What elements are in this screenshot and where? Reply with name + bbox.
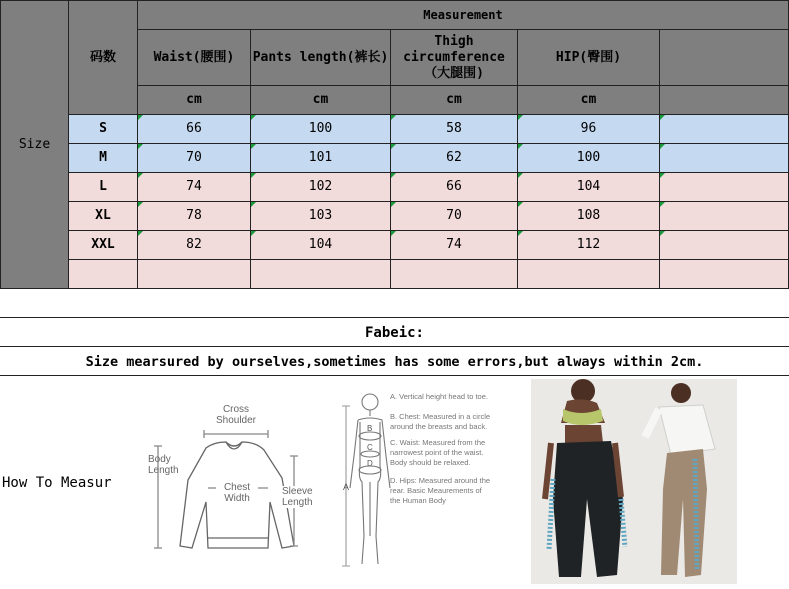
table-cell	[659, 114, 789, 144]
letter-d: D	[367, 459, 373, 468]
table-cell	[390, 259, 518, 289]
table-cell: 78	[137, 201, 251, 231]
note-c: C. Waist: Measured from the narrowest point of the waist. Body should be relaxed.	[390, 438, 486, 467]
table-cell: 102	[250, 172, 391, 202]
measurement-header: Measurement	[423, 8, 503, 22]
table-cell: 74	[137, 172, 251, 202]
how-to-measure-section	[0, 375, 789, 589]
table-cell: 58	[390, 114, 518, 144]
code-header: 码数	[89, 49, 116, 65]
table-cell	[659, 143, 789, 173]
body-measure-notes	[390, 392, 494, 506]
table-cell	[250, 259, 391, 289]
table-cell	[659, 230, 789, 260]
table-cell: 104	[517, 172, 660, 202]
table-cell	[659, 201, 789, 231]
column-header-empty	[659, 29, 789, 86]
table-cell	[659, 259, 789, 289]
table-cell: 108	[517, 201, 660, 231]
size-label: Size	[18, 136, 51, 152]
table-cell: 62	[390, 143, 518, 173]
size-table	[0, 0, 789, 289]
table-cell: 70	[390, 201, 518, 231]
table-cell: 66	[137, 114, 251, 144]
note-d: D. Hips: Measured around the rear. Basic Meaurements of the Human Body	[390, 476, 491, 505]
table-row-size	[68, 259, 138, 289]
table-cell: 112	[517, 230, 660, 260]
model-photo	[531, 379, 737, 584]
body-length-label: Body Length	[148, 454, 179, 476]
table-cell: 100	[250, 114, 391, 144]
unit-cell: cm	[517, 85, 660, 115]
table-cell: 101	[250, 143, 391, 173]
unit-cell: cm	[250, 85, 391, 115]
fabric-label: Fabeic:	[364, 324, 424, 341]
table-cell: 70	[137, 143, 251, 173]
note-b: B. Chest: Measured in a circle around the breasts and back.	[390, 412, 491, 431]
letter-b: B	[367, 424, 373, 433]
unit-cell: cm	[137, 85, 251, 115]
unit-cell: cm	[390, 85, 518, 115]
column-header-hip: HIP(臀围)	[517, 29, 660, 86]
cross-shoulder-label: Cross Shoulder	[215, 404, 257, 426]
table-row-size: XXL	[68, 230, 138, 260]
table-cell	[137, 259, 251, 289]
note-a: A. Vertical height head to toe.	[390, 392, 488, 401]
column-header-pants-length: Pants length(裤长)	[250, 29, 391, 86]
table-cell: 82	[137, 230, 251, 260]
model-photo-illustration	[531, 379, 737, 584]
table-cell: 74	[390, 230, 518, 260]
how-to-measure-label: How To Measur	[2, 475, 112, 491]
table-row-size: M	[68, 143, 138, 173]
table-cell: 66	[390, 172, 518, 202]
table-cell: 104	[250, 230, 391, 260]
body-measure-diagram	[334, 384, 494, 578]
table-row-size: XL	[68, 201, 138, 231]
fabric-row	[0, 317, 789, 347]
table-cell	[659, 172, 789, 202]
measurement-note: Size mearsured by ourselves,sometimes has some errors,but always within 2cm.	[85, 353, 704, 370]
column-header-thigh: Thigh circumference（大腿围)	[390, 29, 518, 86]
table-cell: 96	[517, 114, 660, 144]
chest-width-label: Chest Width	[216, 482, 258, 504]
table-cell	[517, 259, 660, 289]
table-row-size: S	[68, 114, 138, 144]
note-row	[0, 346, 789, 376]
human-body-illustration	[338, 386, 398, 576]
code-header-cell	[68, 0, 138, 115]
letter-a: A	[343, 482, 350, 492]
table-cell: 100	[517, 143, 660, 173]
table-row-size: L	[68, 172, 138, 202]
unit-cell	[659, 85, 789, 115]
measurement-header-cell	[137, 0, 789, 30]
size-label-cell	[0, 0, 69, 289]
table-cell: 103	[250, 201, 391, 231]
sleeve-length-label: Sleeve Length	[282, 486, 324, 508]
letter-c: C	[367, 443, 373, 452]
sweater-measure-diagram	[144, 398, 324, 568]
column-header-waist: Waist(腰围)	[137, 29, 251, 86]
